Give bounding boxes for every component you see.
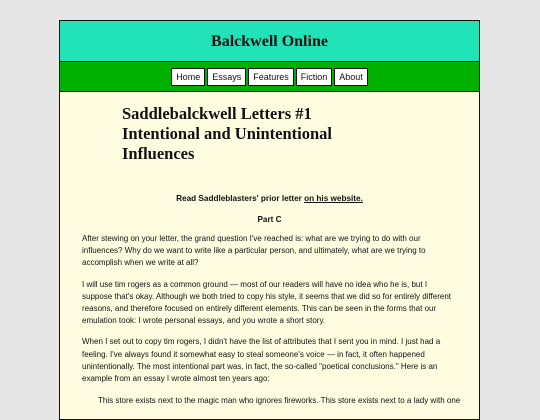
article-title: [122, 104, 457, 164]
prior-letter-link[interactable]: on his website.: [304, 194, 363, 203]
article-title-line: Saddlebalckwell Letters #1: [122, 104, 312, 123]
main-nav: [60, 62, 479, 92]
prior-letter-text: Read Saddleblasters' prior letter: [176, 194, 305, 203]
article-paragraph: After stewing on your letter, the grand question I've reached is: what are we trying to do with our influences? Why do we want to write like a particular person, and ultimately, what are we trying to accomplish when we write at all?: [82, 234, 426, 268]
article-content: [60, 104, 479, 407]
page-container: [59, 20, 480, 420]
site-title[interactable]: Balckwell Online: [211, 33, 328, 50]
article-title-line: Influences: [122, 144, 195, 163]
part-label: Part C: [257, 215, 282, 224]
nav-item-features[interactable]: Features: [248, 68, 294, 86]
quoted-excerpt: This store exists next to the magic man who ignores fireworks. This store exists next to a lady with one: [98, 396, 461, 406]
article-title-line: Intentional and Unintentional: [122, 124, 332, 143]
article-paragraph: When I set out to copy tim rogers, I didn't have the list of attributes that I sent you in mind. I just had a feeling. I've always found it somewhat easy to steal someone's voice — in fact, it often happened unintentionally. The most intentional part was, in fact, the so-called "poetical conclusions." Here is an example from an essay I wrote almost ten years ago:: [82, 337, 441, 384]
article-paragraph: I will use tim rogers as a common ground — most of our readers will have no idea who he is, but I suppose that's okay. Although we both tried to copy his style, it seems that we did so for entirely different reasons, and therefore focused on entirely different elements. This can be seen in the forms that our emulation took: I wrote personal essays, and you wrote a short story.: [82, 279, 451, 326]
nav-item-home[interactable]: Home: [171, 68, 205, 86]
nav-item-fiction[interactable]: Fiction: [296, 68, 333, 86]
nav-item-essays[interactable]: Essays: [207, 68, 246, 86]
nav-item-about[interactable]: About: [334, 68, 368, 86]
site-header: [60, 21, 479, 62]
prior-letter-notice: [82, 194, 457, 203]
